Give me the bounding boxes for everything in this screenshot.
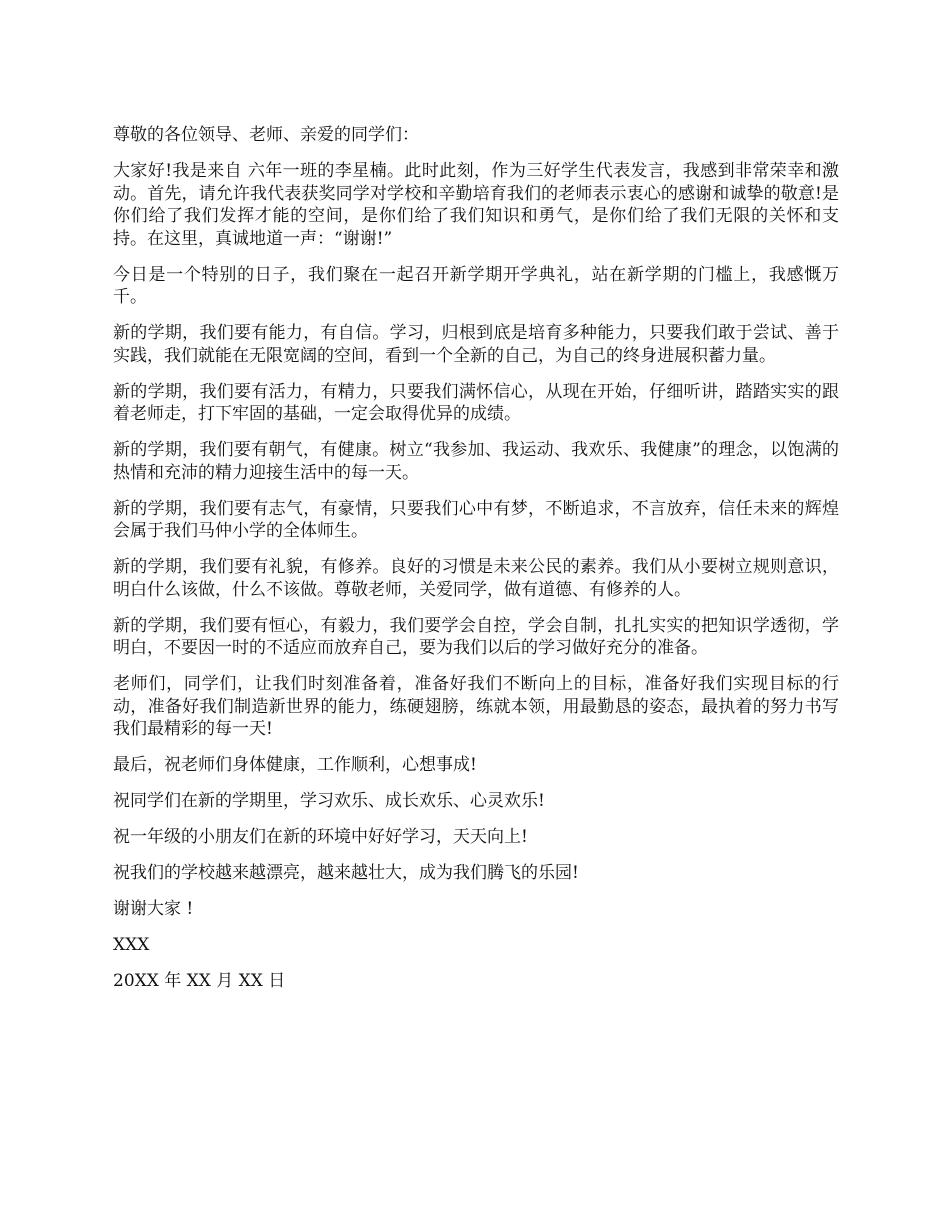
- closing-thanks: 谢谢大家 !: [113, 899, 194, 919]
- paragraph-health: 新的学期，我们要有朝气，有健康。树立“我参加、我运动、我欢乐、我健康”的理念，以饱满的热情和充沛的精力迎接生活中的每一天。: [113, 440, 839, 483]
- paragraph-occasion: 今日是一个特别的日子，我们聚在一起召开新学期开学典礼，站在新学期的门槛上，我感慨万千。: [113, 264, 839, 307]
- signature: XXX: [113, 935, 150, 955]
- paragraph-ambition: 新的学期，我们要有志气，有豪情，只要我们心中有梦，不断追求，不言放弃，信任未来的辉煌会属于我们马仲小学的全体师生。: [113, 498, 839, 541]
- speech-document: [113, 124, 839, 1006]
- date: 20XX 年 XX 月 XX 日: [113, 971, 286, 991]
- paragraph-ability: 新的学期，我们要有能力，有自信。学习，归根到底是培育多种能力，只要我们敢于尝试、善于实践，我们就能在无限宽阔的空间，看到一个全新的自己，为自己的终身进展积蓄力量。: [113, 323, 839, 366]
- paragraph-manners: 新的学期，我们要有礼貌，有修养。良好的习惯是未来公民的素养。我们从小要树立规则意识，明白什么该做，什么不该做。尊敬老师，关爱同学，做有道德、有修养的人。: [113, 557, 839, 600]
- wish-students: 祝同学们在新的学期里，学习欢乐、成长欢乐、心灵欢乐!: [113, 791, 545, 811]
- paragraph-vitality: 新的学期，我们要有活力，有精力，只要我们满怀信心，从现在开始，仔细听讲，踏踏实实的跟着老师走，打下牢固的基础，一定会取得优异的成绩。: [113, 381, 839, 424]
- wish-school: 祝我们的学校越来越漂亮，越来越壮大，成为我们腾飞的乐园!: [113, 863, 579, 883]
- wish-first-graders: 祝一年级的小朋友们在新的环境中好好学习，天天向上!: [113, 827, 528, 847]
- paragraph-greeting: 大家好!我是来自 六年一班的李星楠。此时此刻，作为三好学生代表发言，我感到非常荣幸和激动。首先，请允许我代表获奖同学对学校和辛勤培育我们的老师表示衷心的感谢和诚挚的敬意!是你们给了我们发挥才能的空间，是你们给了我们知识和勇气，是你们给了我们无限的关怀和支持。在这里，真诚地道一声：“谢谢!”: [113, 161, 839, 249]
- wish-teachers: 最后，祝老师们身体健康，工作顺利，心想事成!: [113, 755, 477, 775]
- paragraph-perseverance: 新的学期，我们要有恒心，有毅力，我们要学会自控，学会自制，扎扎实实的把知识学透彻，学明白，不要因一时的不适应而放弃自己，要为我们以后的学习做好充分的准备。: [113, 615, 839, 658]
- salutation: 尊敬的各位领导、老师、亲爱的同学们：: [113, 125, 419, 145]
- paragraph-call-to-action: 老师们，同学们，让我们时刻准备着，准备好我们不断向上的目标，准备好我们实现目标的行动，准备好我们制造新世界的能力，练硬翅膀，练就本领，用最勤恳的姿态，最执着的努力书写我们最精彩的每一天!: [113, 674, 839, 739]
